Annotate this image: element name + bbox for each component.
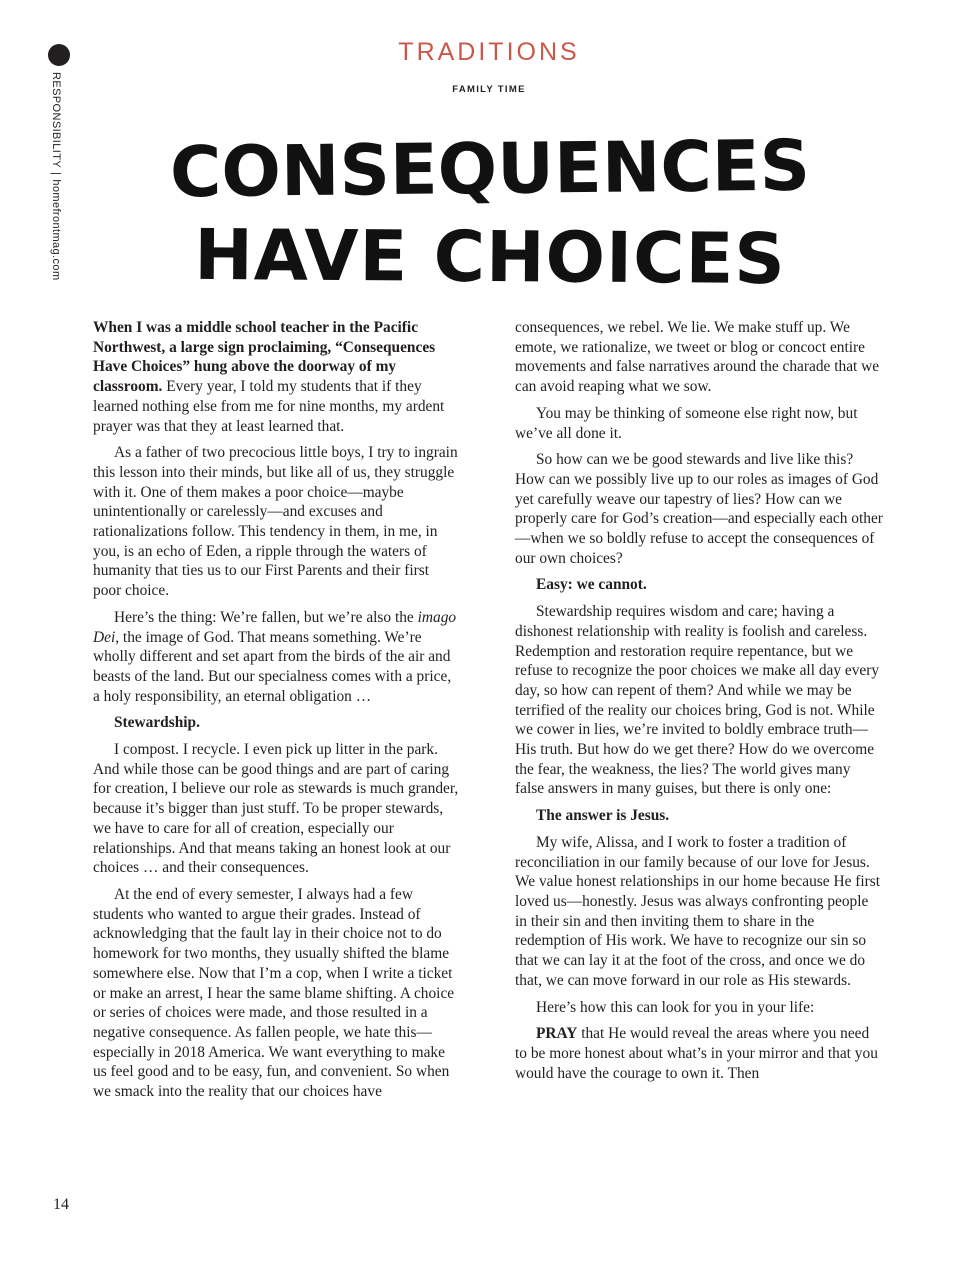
headline-line-2: HAVE CHOICES [193, 213, 787, 301]
article-paragraph: consequences, we rebel. We lie. We make stuff up. We emote, we rationalize, we tweet or blog or concoct entire movements and false narratives around the charade that we can avoid reaping what we sow. [515, 319, 880, 396]
article-paragraph [515, 1024, 883, 1083]
article-paragraph: Stewardship requires wisdom and care; having a dishonest relationship with reality is foolish and careless. Redemption and restoration require repentance, but we refuse to recognize the poor choices we make all day every day, so how can repent of them? And while we may be terrified of the reality our choices bring, God is not. While we cower in lies, we’re invited to boldly embrace truth—His truth. But how do we get there? How do we overcome the fear, the weakness, the lies? The world gives many false answers in many guises, but there is only one: [515, 603, 880, 798]
page-number: 14 [53, 1196, 69, 1213]
article-paragraph: My wife, Alissa, and I work to foster a tradition of reconciliation in our family because of our love for Jesus. We value honest relationships in our home because He first loved us—honestly. Jesus was always confronting people in their sin and then inviting them to share in the redemption of His work. We have to recognize our sin so that we can lay it at the foot of the cross, and once we do that, we can move forward in our role as His stewards. [515, 833, 881, 989]
subsection-title: FAMILY TIME [452, 84, 526, 95]
action-word-bold: PRAY [536, 1025, 578, 1043]
article-paragraph: You may be thinking of someone else right now, but we’ve all done it. [515, 404, 858, 442]
paragraph-text: Every year, I told my students that if they learned nothing else from me for nine months, my ardent prayer was that they at least learned that. [93, 378, 445, 435]
paragraph-text: that He would reveal the areas where you need to be more honest about what’s in your mirror and that you would have the courage to own it. Then [515, 1025, 878, 1082]
article-paragraph [93, 608, 461, 707]
paragraph-text: , the image of God. That means something. We’re wholly different and set apart from the birds of the air and beasts of the land. But our specialness comes with a price, a holy responsibility, an eternal obligation … [93, 628, 452, 705]
article-paragraph: As a father of two precocious little boys, I try to ingrain this lesson into their minds, but like all of us, they struggle with it. One of them makes a poor choice—maybe unintentionally or carelessly—and excuses and rationalizations follow. This tendency in them, in me, in you, is an echo of Eden, a ripple through the waters of humanity that ties us to our First Parents and their first poor choice. [93, 444, 458, 600]
article-paragraph: I compost. I recycle. I even pick up litter in the park. And while those can be good things and are part of caring for creation, I believe our role as stewards is much grander, because it’s bigger than just stuff. To be proper stewards, we have to care for all of creation, especially our relationships. And that means taking an honest look at our choices … and their consequences. [93, 741, 459, 877]
article-paragraph [93, 318, 461, 436]
article-paragraph: At the end of every semester, I always had a few students who wanted to argue their grades. Instead of acknowledging that the fault lay in their choice not to do homework for two months, they usually shifted the blame somewhere else. Now that I’m a cop, when I write a ticket or make an arrest, I hear the same blame shifting. A choice or series of choices were made, and those resulted in a negative consequence. As fallen people, we hate this—especially in 2018 America. We want everything to make us feel good and to be easy, fun, and convenient. So when we smack into the reality that our choices have [93, 885, 455, 1101]
side-label: RESPONSIBILITY [50, 72, 62, 169]
article-column-right [515, 318, 883, 1090]
side-separator: | [50, 172, 62, 176]
headline-line-1: CONSEQUENCES [169, 124, 811, 214]
article-column-left [93, 318, 461, 1109]
side-running-head [50, 72, 62, 281]
side-site-url: homefrontmag.com [50, 179, 62, 281]
paragraph-text: Here’s the thing: We’re fallen, but we’re also the [114, 608, 418, 626]
subhead: Stewardship. [114, 714, 200, 732]
subhead: The answer is Jesus. [536, 807, 670, 825]
section-title: TRADITIONS [398, 38, 580, 66]
lead-in-bold: When I was a middle school teacher in the Pacific Northwest, a large sign proclaiming, “Consequences Have Choices” hung above the doorway of my classroom. [93, 319, 436, 396]
italic-term: imago Dei [93, 608, 457, 646]
article-paragraph: So how can we be good stewards and live like this? How can we possibly live up to our roles as images of God yet carefully weave our tapestry of lies? How can we properly care for God’s creation—and especially each other—when we so boldly refuse to accept the consequences of our own choices? [515, 451, 883, 567]
subhead: Easy: we cannot. [536, 576, 647, 594]
article-paragraph: Here’s how this can look for you in your life: [536, 998, 815, 1016]
